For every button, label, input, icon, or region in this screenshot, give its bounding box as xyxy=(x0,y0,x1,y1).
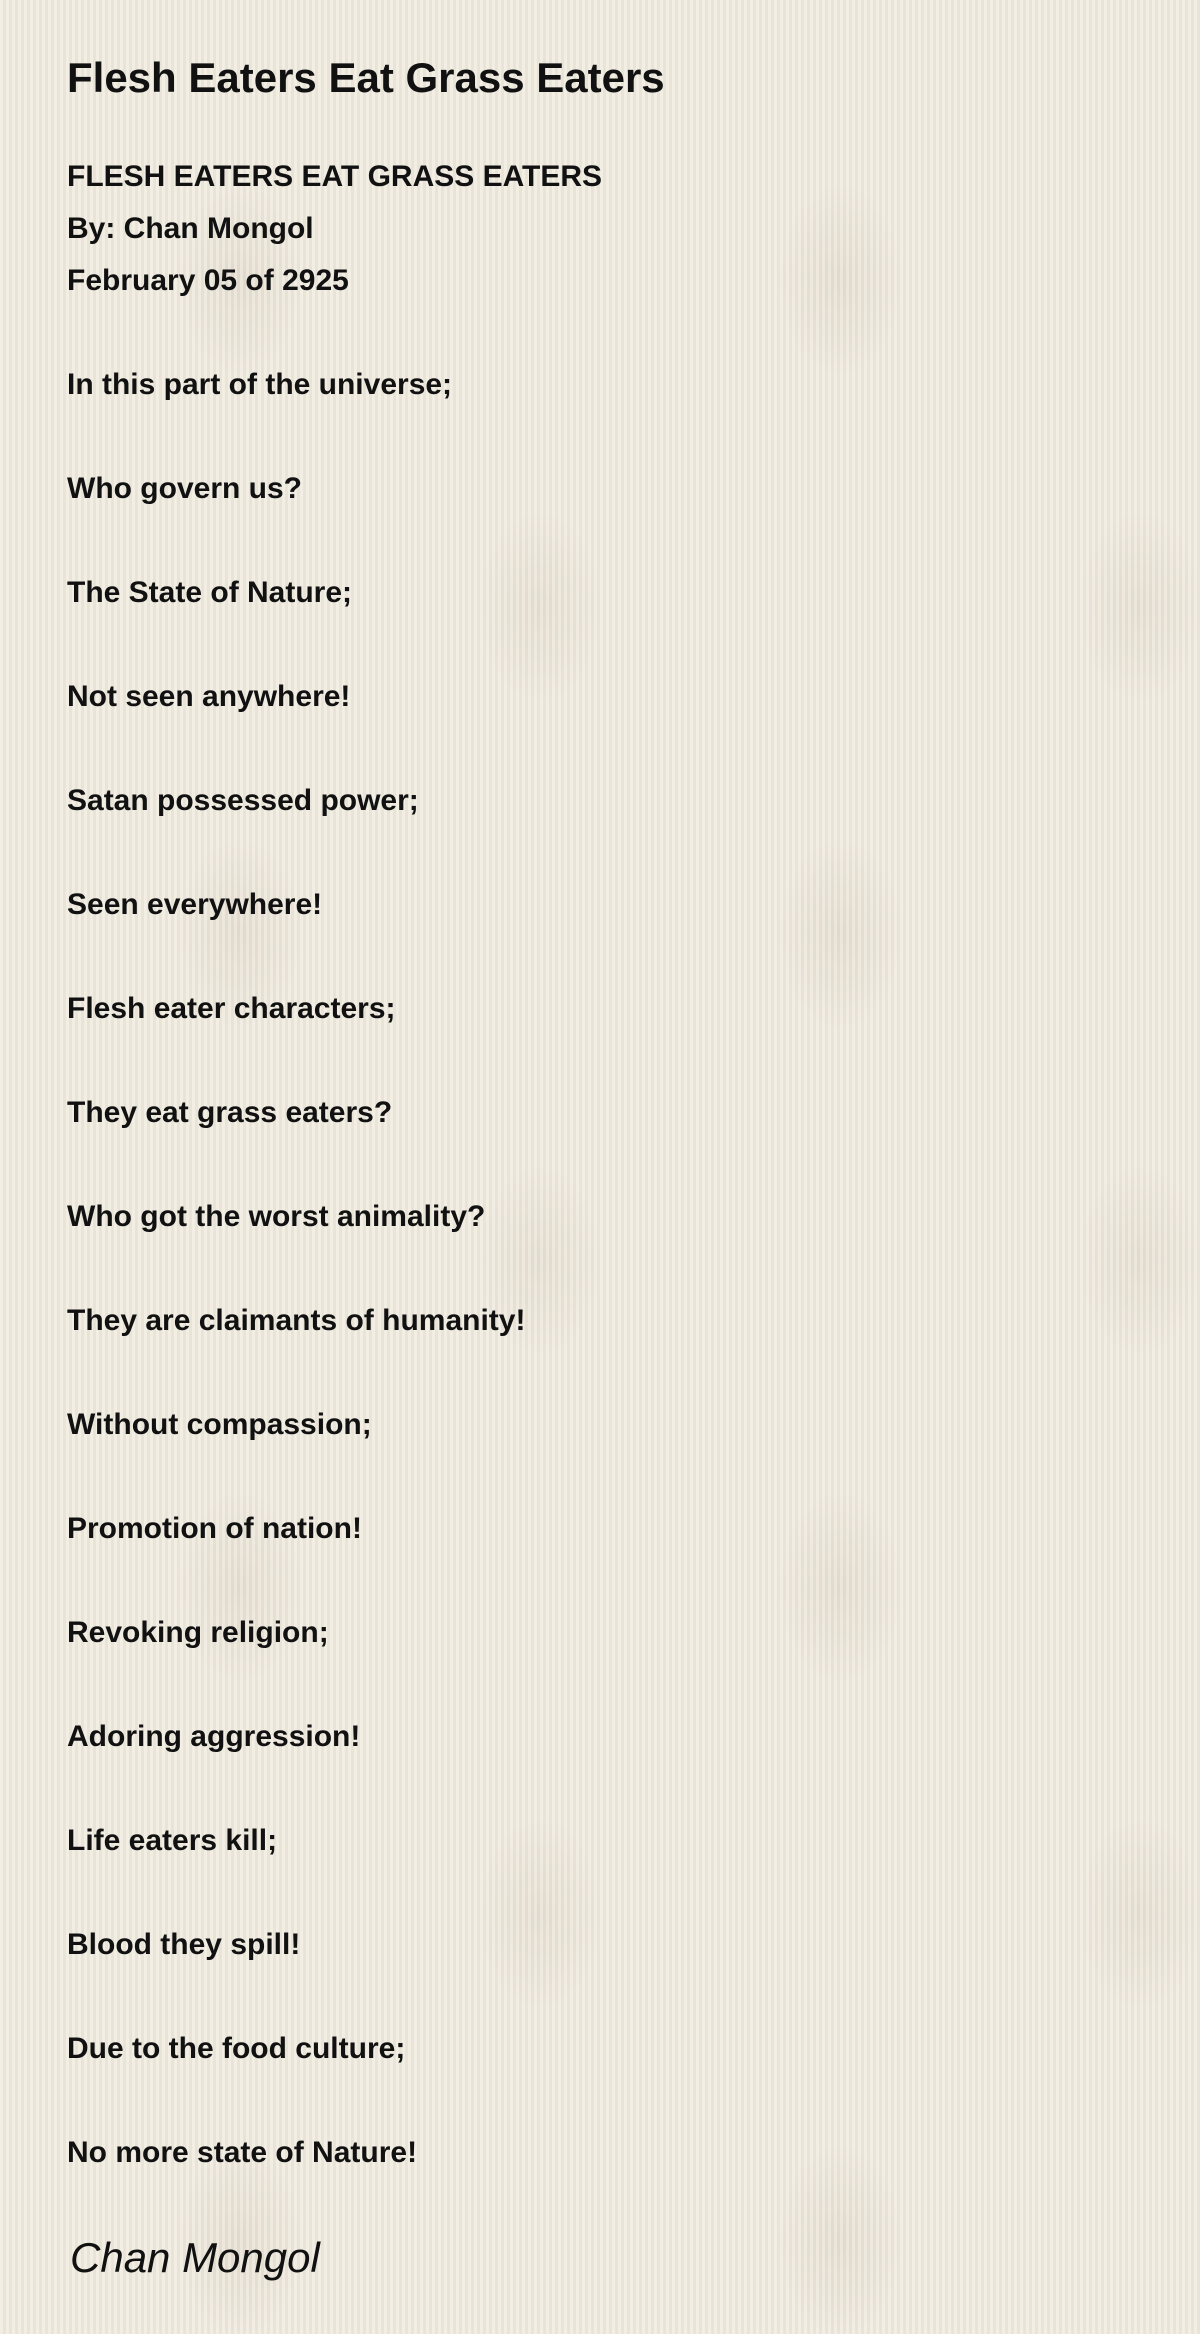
stanza-break xyxy=(67,2075,1147,2127)
poem-line: Adoring aggression! xyxy=(67,1720,361,1753)
stanza-break xyxy=(67,1971,1147,2023)
poem-line: They eat grass eaters? xyxy=(67,1096,393,1129)
author-signature: Chan Mongol xyxy=(70,2234,320,2281)
poem-body xyxy=(67,151,1147,2179)
poem-line: No more state of Nature! xyxy=(67,2136,418,2169)
stanza-break xyxy=(67,1867,1147,1919)
poem-title: Flesh Eaters Eat Grass Eaters xyxy=(67,54,665,101)
poem-line: In this part of the universe; xyxy=(67,368,453,401)
stanza-break xyxy=(67,411,1147,463)
poem-line: The State of Nature; xyxy=(67,576,353,609)
poem-byline: By: Chan Mongol xyxy=(67,212,314,245)
poem-line: Satan possessed power; xyxy=(67,784,419,817)
stanza-break xyxy=(67,515,1147,567)
stanza-break xyxy=(67,1451,1147,1503)
poem-page xyxy=(67,52,1147,2179)
poem-date: February 05 of 2925 xyxy=(67,264,349,297)
stanza-break xyxy=(67,307,1147,359)
poem-line: They are claimants of humanity! xyxy=(67,1304,526,1337)
stanza-break xyxy=(67,1243,1147,1295)
poem-line: Due to the food culture; xyxy=(67,2032,406,2065)
poem-line: Not seen anywhere! xyxy=(67,680,351,713)
stanza-break xyxy=(67,1035,1147,1087)
poem-line: Promotion of nation! xyxy=(67,1512,362,1545)
stanza-break xyxy=(67,931,1147,983)
stanza-break xyxy=(67,827,1147,879)
poem-line: Blood they spill! xyxy=(67,1928,301,1961)
poem-line: Revoking religion; xyxy=(67,1616,329,1649)
stanza-break xyxy=(67,723,1147,775)
stanza-break xyxy=(67,1139,1147,1191)
poem-line: Without compassion; xyxy=(67,1408,372,1441)
poem-line: Who got the worst animality? xyxy=(67,1200,486,1233)
poem-line: Life eaters kill; xyxy=(67,1824,278,1857)
stanza-break xyxy=(67,1555,1147,1607)
stanza-break xyxy=(67,1659,1147,1711)
poem-line: Who govern us? xyxy=(67,472,302,505)
stanza-break xyxy=(67,1763,1147,1815)
poem-line: Flesh eater characters; xyxy=(67,992,396,1025)
poem-header-title: FLESH EATERS EAT GRASS EATERS xyxy=(67,160,603,193)
stanza-break xyxy=(67,619,1147,671)
stanza-break xyxy=(67,1347,1147,1399)
poem-line: Seen everywhere! xyxy=(67,888,323,921)
